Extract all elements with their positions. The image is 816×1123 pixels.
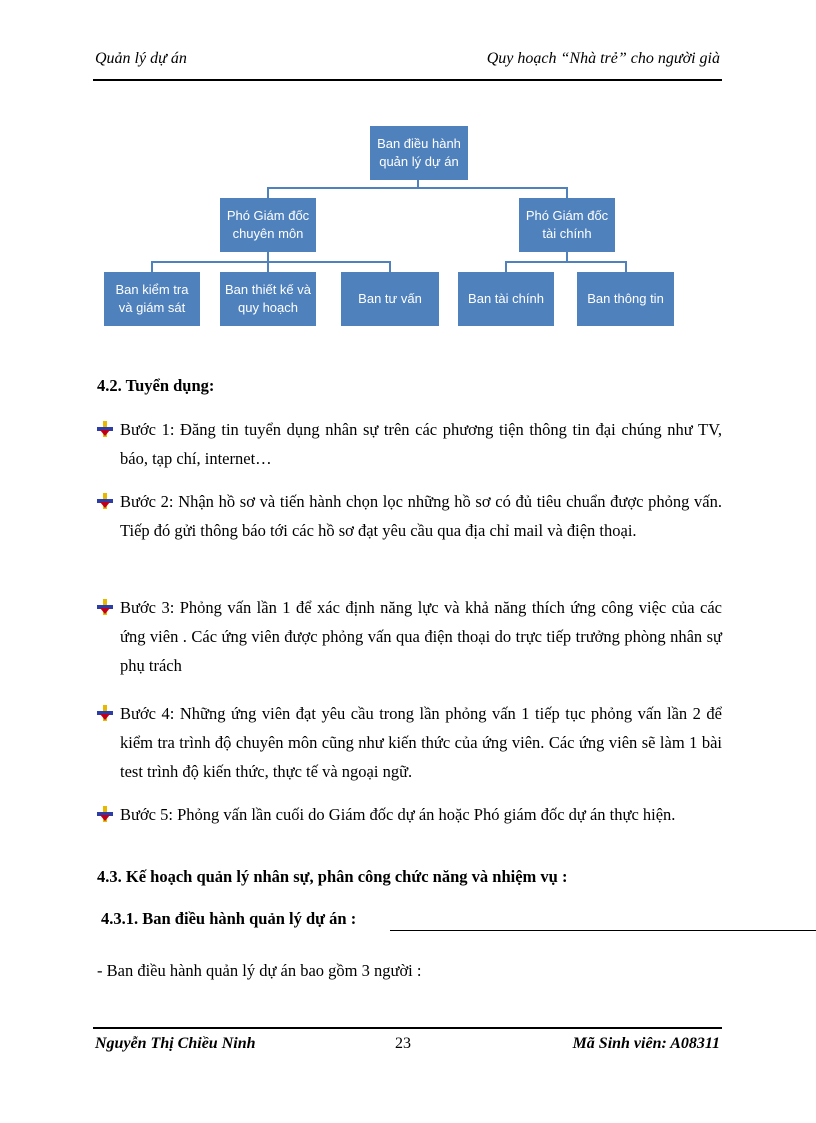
chart-box-vp-right: Phó Giám đốc tài chính [519, 198, 615, 252]
chart-box-leaf-1: Ban kiểm tra và giám sát [104, 272, 200, 326]
arrow-bullet-icon [97, 493, 113, 509]
header-right: Quy hoạch “Nhà trẻ” cho người già [486, 50, 720, 67]
section-4-3-1-underline [390, 930, 816, 931]
body-line: - Ban điều hành quản lý dự án bao gồm 3 người : [97, 961, 422, 980]
chart-box-leaf-2: Ban thiết kế và quy hoạch [220, 272, 316, 326]
section-4-3-title: 4.3. Kế hoạch quản lý nhân sự, phân công chức năng và nhiệm vụ : [97, 867, 568, 886]
arrow-bullet-icon [97, 806, 113, 822]
chart-box-leaf-5: Ban thông tin [577, 272, 674, 326]
step-2 [97, 487, 722, 545]
chart-box-vp-left: Phó Giám đốc chuyên môn [220, 198, 316, 252]
chart-box-leaf-3: Ban tư vấn [341, 272, 439, 326]
header-left: Quản lý dự án [95, 50, 187, 67]
step-4 [97, 699, 722, 786]
footer-author: Nguyễn Thị Chiều Ninh [95, 1035, 256, 1052]
step-4-text: Bước 4: Những ứng viên đạt yêu cầu trong lần phỏng vấn 1 tiếp tục phỏng vấn lần 2 để kiểm tra trình độ chuyên môn cũng như kiến thức của ứng viên. Các ứng viên sẽ làm 1 bài test trình độ kiến thức, thực tế và ngoại ngữ. [120, 704, 722, 781]
section-4-3-1-title: 4.3.1. Ban điều hành quản lý dự án : [101, 909, 357, 928]
footer-rule [93, 1027, 722, 1029]
arrow-bullet-icon [97, 705, 113, 721]
chart-box-leaf-4: Ban tài chính [458, 272, 554, 326]
step-5-text: Bước 5: Phỏng vấn lần cuối do Giám đốc dự án hoặc Phó giám đốc dự án thực hiện. [120, 805, 676, 824]
step-1-text: Bước 1: Đăng tin tuyển dụng nhân sự trên các phương tiện thông tin đại chúng như TV, báo, tạp chí, internet… [120, 420, 722, 468]
step-3 [97, 593, 722, 680]
arrow-bullet-icon [97, 599, 113, 615]
step-2-text: Bước 2: Nhận hồ sơ và tiến hành chọn lọc những hồ sơ có đủ tiêu chuẩn được phỏng vấn. Tiếp đó gửi thông báo tới các hồ sơ đạt yêu cầu qua địa chỉ mail và điện thoại. [120, 492, 722, 540]
section-4-2-title: 4.2. Tuyển dụng: [97, 376, 215, 395]
arrow-bullet-icon [97, 421, 113, 437]
step-5 [97, 800, 722, 829]
footer-student-id: Mã Sinh viên: A08311 [572, 1035, 720, 1052]
step-3-text: Bước 3: Phỏng vấn lần 1 để xác định năng lực và khả năng thích ứng công việc của các ứng viên . Các ứng viên được phỏng vấn qua điện thoại do trực tiếp trưởng phòng nhân sự phụ trách [120, 598, 722, 675]
step-1 [97, 415, 722, 473]
footer-page-number: 23 [395, 1035, 411, 1052]
chart-box-root: Ban điều hành quản lý dự án [370, 126, 468, 180]
